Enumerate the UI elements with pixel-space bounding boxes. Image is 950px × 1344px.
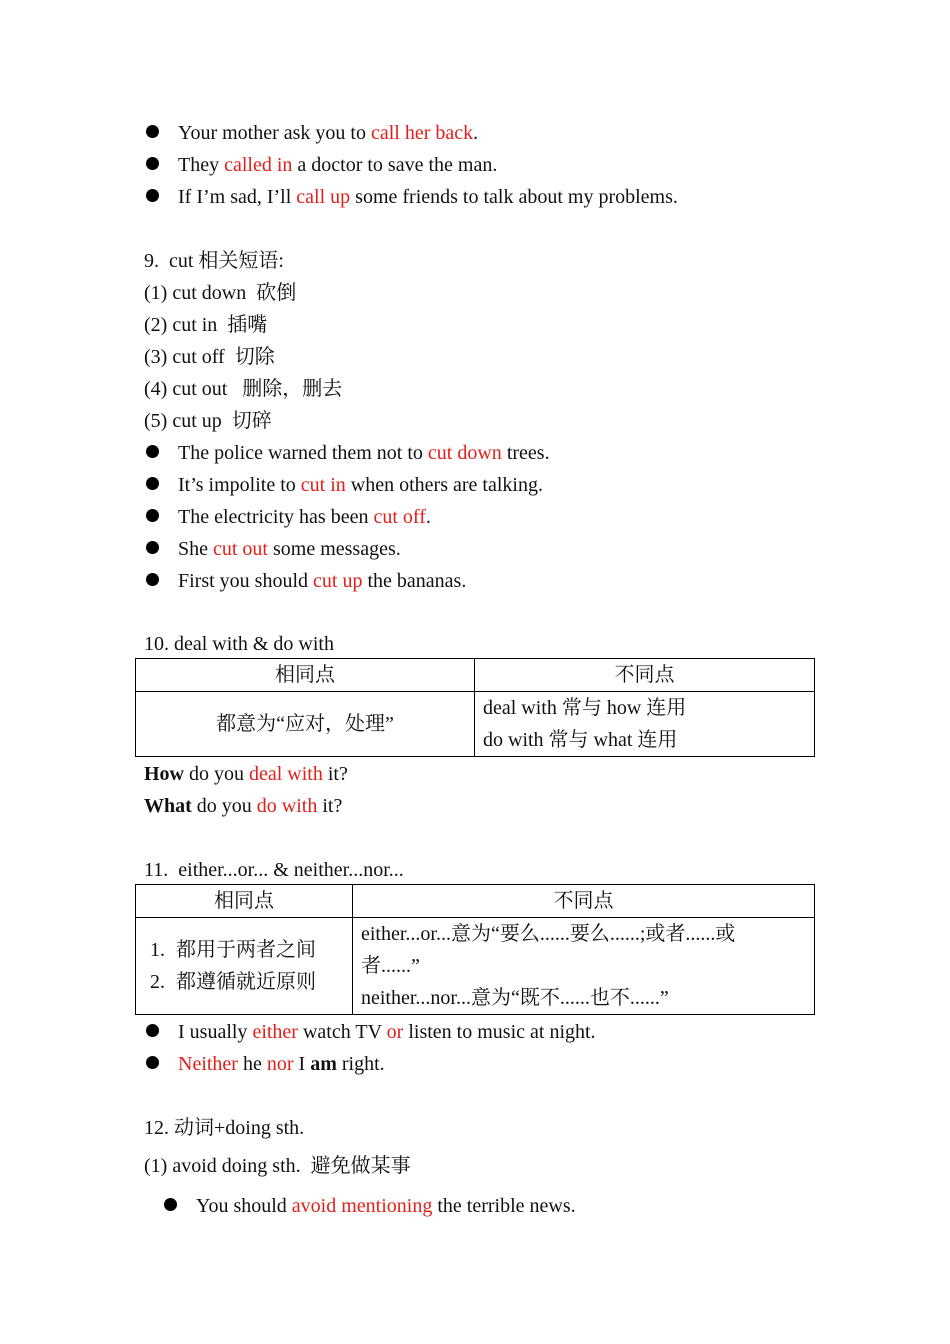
cell-same: 都意为“应对，处理” [136,692,475,757]
phrase-item: (1) avoid doing sth. 避免做某事 [144,1155,411,1177]
list-item: If I’m sad, I’ll call up some friends to talk about my problems. [146,184,678,210]
bullet-icon [146,477,159,490]
example-line: What do you do with it? [144,795,343,817]
list-item: Neither he nor I am right. [146,1051,385,1077]
phrase-item: (1) cut down 砍倒 [144,282,297,304]
cell-diff: deal with 常与 how 连用 do with 常与 what 连用 [475,692,815,757]
bullet-icon [146,125,159,138]
bullet-icon [146,1056,159,1069]
bullet-icon [146,157,159,170]
header-same: 相同点 [136,659,475,692]
bullet-icon [146,573,159,586]
list-item: Your mother ask you to call her back. [146,120,478,146]
section-heading: 10. deal with & do with [144,633,334,655]
bullet-icon [146,509,159,522]
section-heading: 11. either...or... & neither...nor... [144,859,404,881]
cell-diff: either...or...意为“要么......要么......;或者......或 者......” neither...nor...意为“既不......也不......” [353,918,815,1015]
phrase-item: (5) cut up 切碎 [144,410,272,432]
table-header-row [136,885,815,918]
bullet-icon [146,445,159,458]
comparison-table [135,658,815,757]
bullet-icon [164,1198,177,1211]
list-item: She cut out some messages. [146,536,401,562]
cell-same: 1. 都用于两者之间 2. 都遵循就近原则 [136,918,353,1015]
table-row [136,692,815,757]
table-header-row [136,659,815,692]
comparison-table [135,884,815,1015]
list-item: I usually either watch TV or listen to music at night. [146,1019,596,1045]
header-diff: 不同点 [353,885,815,918]
header-diff: 不同点 [475,659,815,692]
list-item: You should avoid mentioning the terrible news. [164,1193,576,1219]
list-item: The electricity has been cut off. [146,504,431,530]
list-item: It’s impolite to cut in when others are talking. [146,472,543,498]
section-heading: 9. cut 相关短语: [144,250,284,272]
section-heading: 12. 动词+doing sth. [144,1117,305,1139]
example-line: How do you deal with it? [144,763,348,785]
phrase-item: (3) cut off 切除 [144,346,275,368]
phrase-item: (2) cut in 插嘴 [144,314,268,336]
list-item: The police warned them not to cut down trees. [146,440,550,466]
table-row [136,918,815,1015]
bullet-icon [146,541,159,554]
list-item: First you should cut up the bananas. [146,568,466,594]
list-item: They called in a doctor to save the man. [146,152,497,178]
bullet-icon [146,1024,159,1037]
header-same: 相同点 [136,885,353,918]
bullet-icon [146,189,159,202]
phrase-item: (4) cut out 删除，删去 [144,378,343,400]
